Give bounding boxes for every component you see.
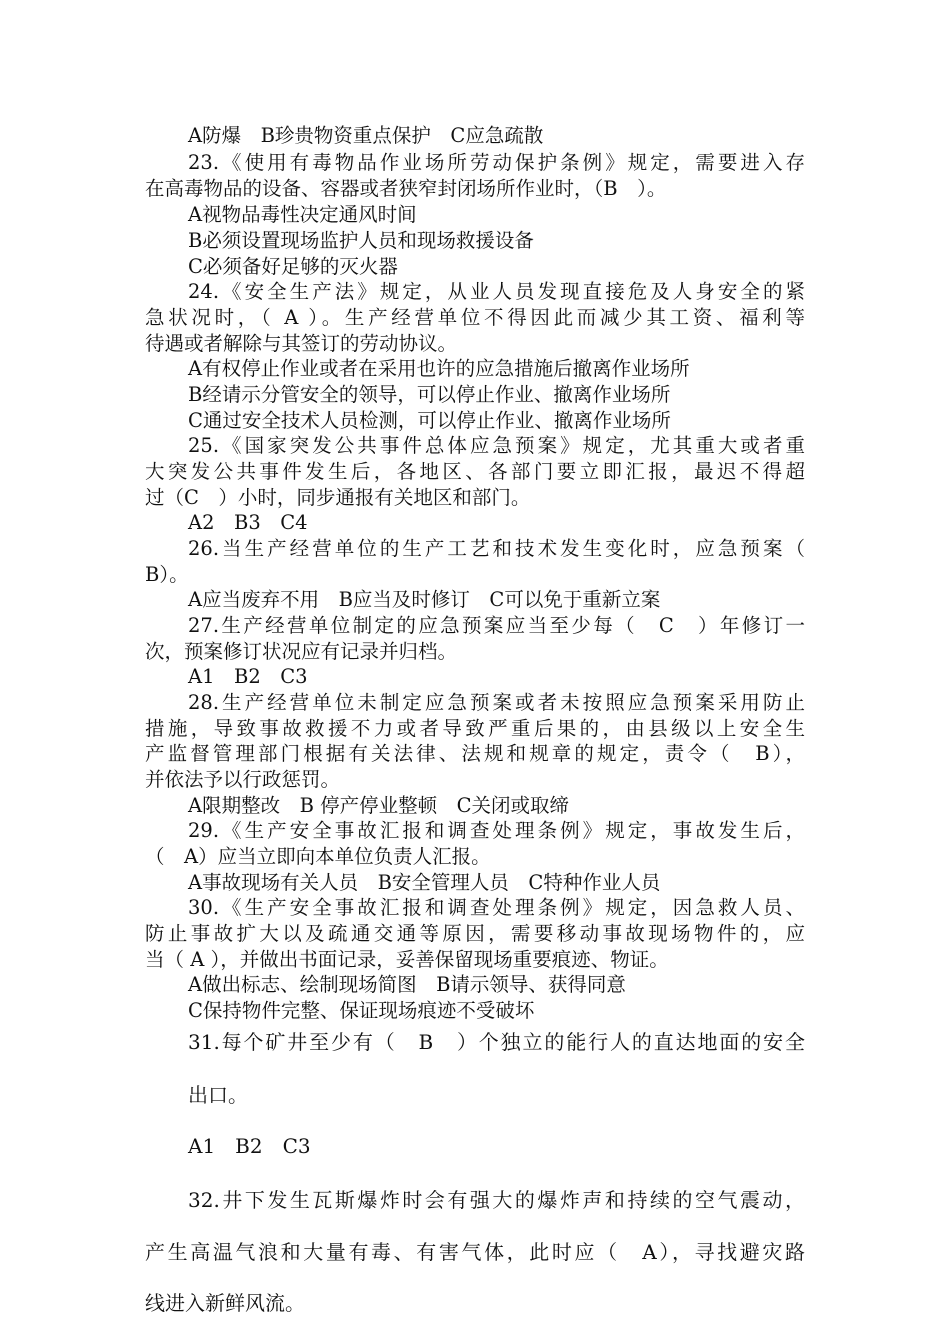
- q23-line-1: 23.《使用有毒物品作业场所劳动保护条例》规定，需要进入存: [188, 151, 805, 174]
- q30-line-1: 30.《生产安全事故汇报和调查处理条例》规定，因急救人员、: [188, 896, 805, 919]
- q24-option-b: B经请示分管安全的领导，可以停止作业、撤离作业场所: [188, 383, 671, 406]
- q24-option-c: C通过安全技术人员检测，可以停止作业、撤离作业场所: [188, 409, 671, 432]
- q22-options: A防爆 B珍贵物资重点保护 C应急疏散: [188, 124, 544, 147]
- q28-line-4: 并依法予以行政惩罚。: [145, 768, 341, 791]
- q29-line-2: （ A）应当立即向本单位负责人汇报。: [145, 845, 491, 868]
- q24-line-1: 24.《安全生产法》规定，从业人员发现直接危及人身安全的紧: [188, 280, 805, 303]
- q32-line-2: 产生高温气浪和大量有毒、有害气体，此时应（ A），寻找避灾路: [145, 1240, 805, 1264]
- q30-option-c: C保持物件完整、保证现场痕迹不受破坏: [188, 999, 535, 1022]
- q25-line-1: 25.《国家突发公共事件总体应急预案》规定，尤其重大或者重: [188, 434, 805, 457]
- q30-line-3: 当（ A ），并做出书面记录，妥善保留现场重要痕迹、物证。: [145, 948, 669, 971]
- q23-option-b: B必须设置现场监护人员和现场救援设备: [188, 229, 534, 252]
- q23-line-2: 在高毒物品的设备、容器或者狭窄封闭场所作业时，（B ）。: [145, 177, 667, 200]
- q23-option-c: C必须备好足够的灭火器: [188, 255, 398, 278]
- q32-line-1: 32.井下发生瓦斯爆炸时会有强大的爆炸声和持续的空气震动，: [188, 1188, 805, 1212]
- q26-line-2: B）。: [145, 563, 189, 586]
- q30-line-2: 防止事故扩大以及疏通交通等原因，需要移动事故现场物件的，应: [145, 922, 805, 945]
- q26-line-1: 26.当生产经营单位的生产工艺和技术发生变化时，应急预案（: [188, 537, 805, 560]
- q25-line-3: 过（C ）小时，同步通报有关地区和部门。: [145, 486, 531, 509]
- q32-line-3: 线进入新鲜风流。: [145, 1291, 305, 1315]
- q27-options: A1 B2 C3: [188, 665, 308, 688]
- q31-line-2: 出口。: [188, 1083, 248, 1107]
- q31-line-1: 31.每个矿井至少有（ B ）个独立的能行人的直达地面的安全: [188, 1030, 805, 1054]
- q27-line-2: 次，预案修订状况应有记录并归档。: [145, 640, 458, 663]
- q24-option-a: A有权停止作业或者在采用也许的应急措施后撤离作业场所: [188, 357, 690, 380]
- q30-option-ab: A做出标志、绘制现场简图 B请示领导、获得同意: [188, 973, 626, 996]
- q28-line-1: 28.生产经营单位未制定应急预案或者未按照应急预案采用防止: [188, 691, 805, 714]
- q29-line-1: 29.《生产安全事故汇报和调查处理条例》规定，事故发生后，: [188, 819, 805, 842]
- q23-option-a: A视物品毒性决定通风时间: [188, 203, 417, 226]
- q26-options: A应当废弃不用 B应当及时修订 C可以免于重新立案: [188, 588, 661, 611]
- q28-line-3: 产监督管理部门根据有关法律、法规和规章的规定，责令（ B），: [145, 742, 805, 765]
- q24-line-2: 急状况时，（ A ）。生产经营单位不得因此而减少其工资、福利等: [145, 306, 805, 329]
- q25-line-2: 大突发公共事件发生后，各地区、各部门要立即汇报，最迟不得超: [145, 460, 805, 483]
- q28-options: A限期整改 B 停产停业整顿 C关闭或取缔: [188, 794, 570, 817]
- q25-options: A2 B3 C4: [188, 511, 308, 534]
- q24-line-3: 待遇或者解除与其签订的劳动协议。: [145, 332, 458, 355]
- q28-line-2: 措施，导致事故救援不力或者导致严重后果的，由县级以上安全生: [145, 717, 805, 740]
- q27-line-1: 27.生产经营单位制定的应急预案应当至少每（ C ）年修订一: [188, 614, 805, 637]
- q31-options: A1 B2 C3: [188, 1134, 311, 1158]
- q29-options: A事故现场有关人员 B安全管理人员 C特种作业人员: [188, 871, 661, 894]
